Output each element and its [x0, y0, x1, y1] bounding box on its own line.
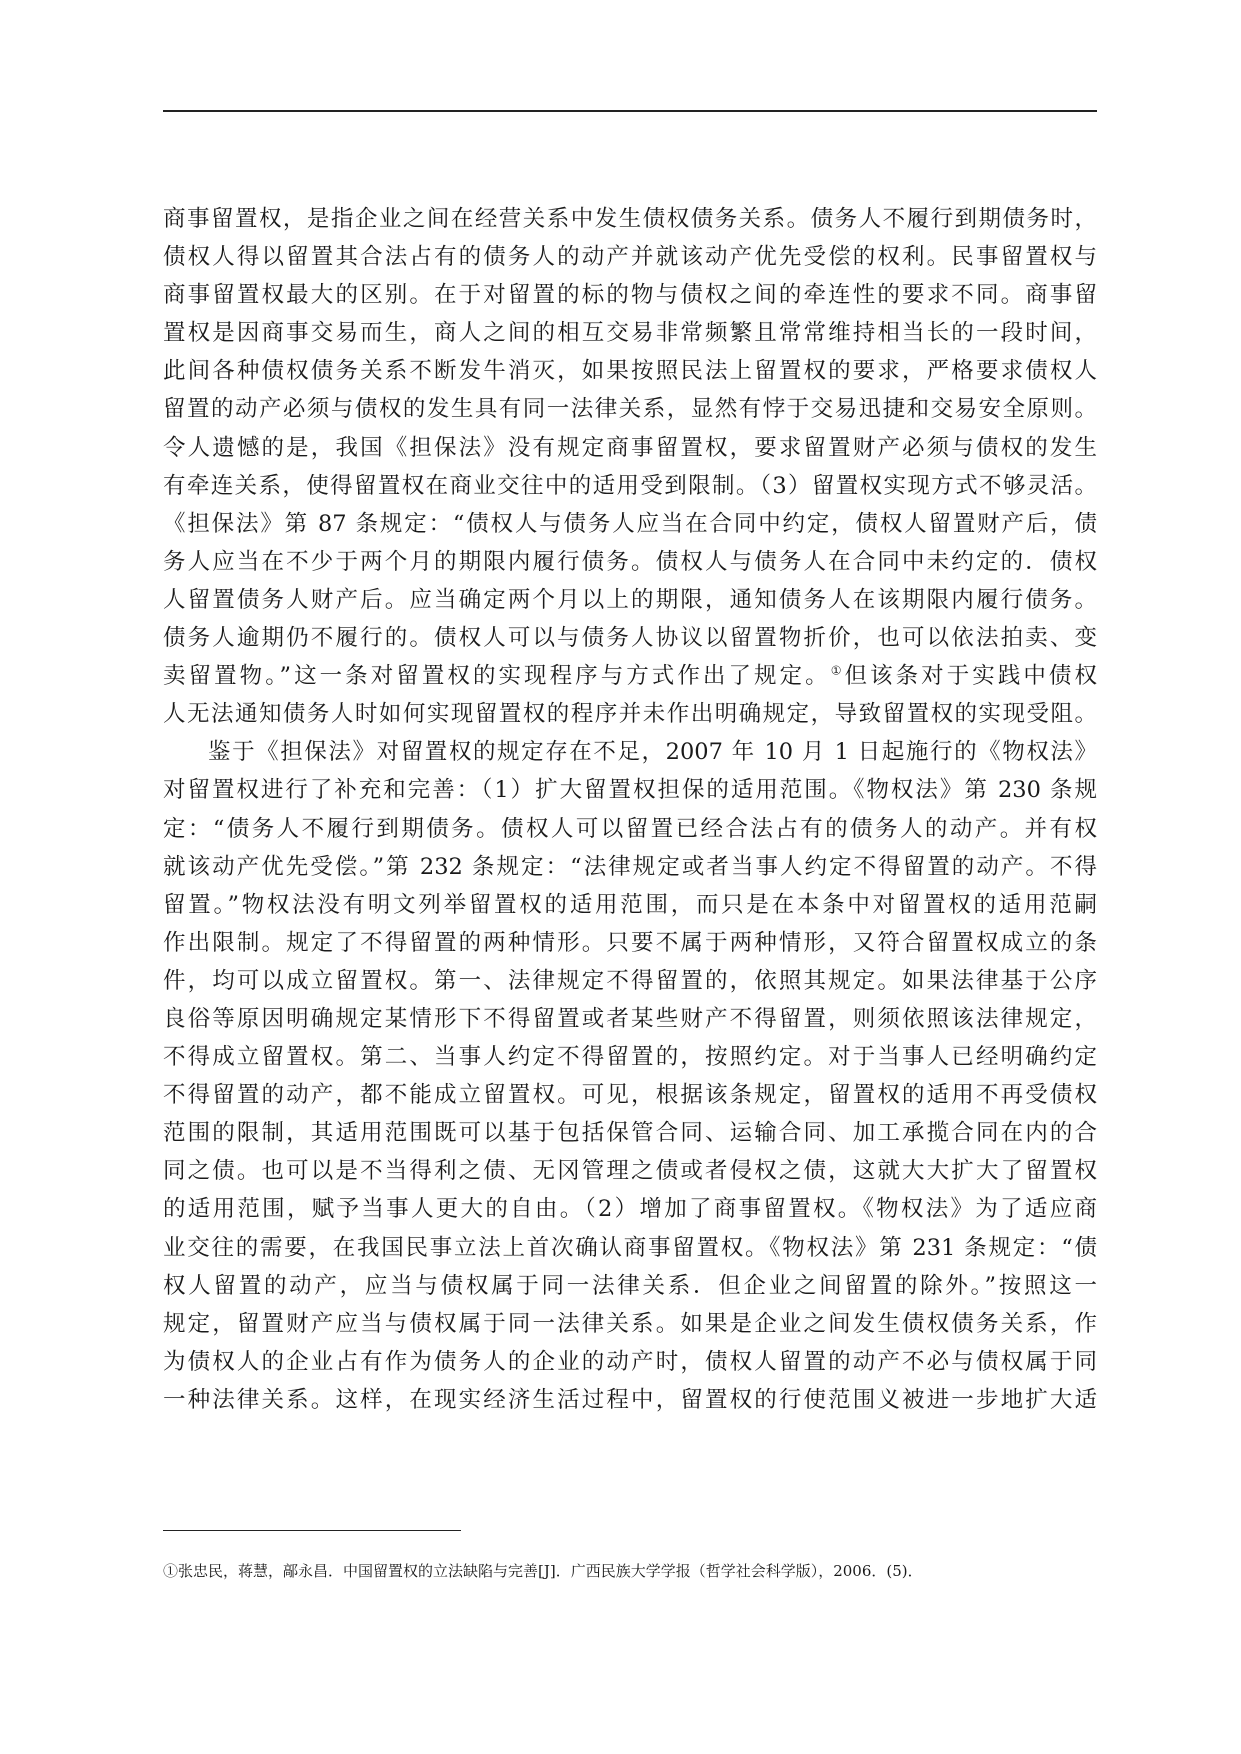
text-line: 商事留置权最大的区别。在于对留置的标的物与债权之间的牵连性的要求不同。商事留 [163, 282, 1097, 309]
text-line: 不得留置的动产，都不能成立留置权。可见，根据该条规定，留置权的适用不再受债权 [163, 1082, 1097, 1109]
text-line-with-footnote-ref [163, 657, 1097, 695]
text-segment: 但该条对于实践中债权 [844, 663, 1097, 690]
text-line: 留置。”物权法没有明文列举留置权的适用范围，而只是在本条中对留置权的适用范嗣 [163, 891, 1097, 918]
text-line: 作出限制。规定了不得留置的两种情形。只要不属于两种情形，又符合留置权成立的条 [163, 929, 1097, 956]
text-line: 此间各种债权债务关系不断发牛消灭，如果按照民法上留置权的要求，严格要求债权人 [163, 358, 1097, 385]
body-text [163, 200, 1097, 1419]
text-line: 令人遗憾的是，我国《担保法》没有规定商事留置权，要求留置财产必须与债权的发生 [163, 434, 1097, 461]
text-line: 债务人逾期仍不履行的。债权人可以与债务人协议以留置物折价，也可以依法拍卖、变 [163, 625, 1097, 652]
text-line: 务人应当在不少于两个月的期限内履行债务。债权人与债务人在合同中未约定的．债权 [163, 548, 1097, 575]
text-line: 件，均可以成立留置权。第一、法律规定不得留置的，依照其规定。如果法律基于公序 [163, 967, 1097, 994]
text-line: 债权人得以留置其合法占有的债务人的动产并就该动产优先受偿的权利。民事留置权与 [163, 244, 1097, 271]
text-line: 商事留置权，是指企业之间在经营关系中发生债权债务关系。债务人不履行到期债务时， [163, 206, 1097, 232]
text-line: 业交往的需要，在我国民事立法上首次确认商事留置权。《物权法》第 231 条规定：“债 [163, 1234, 1097, 1261]
text-line: 《担保法》第 87 条规定：“债权人与债务人应当在合同中约定，债权人留置财产后，债 [163, 510, 1097, 537]
text-line: 一种法律关系。这样，在现实经济生活过程中，留置权的行使范围义被进一步地扩大适 [163, 1386, 1097, 1413]
text-line: 人无法通知债务人时如何实现留置权的程序并未作出明确规定，导致留置权的实现受阻。 [163, 701, 1097, 728]
text-line: 的适用范围，赋予当事人更大的自由。（2）增加了商事留置权。《物权法》为了适应商 [163, 1196, 1097, 1223]
text-line: 同之债。也可以是不当得利之债、无冈管理之债或者侵权之债，这就大大扩大了留置权 [163, 1158, 1097, 1185]
text-line: 留置的动产必须与债权的发生具有同一法律关系，显然有悖于交易迅捷和交易安全原则。 [163, 396, 1097, 423]
text-line: 定：“债务人不履行到期债务。债权人可以留置已经合法占有的债务人的动产。并有权 [163, 815, 1097, 842]
footnote: ①张忠民，蒋慧，鄗永昌．中国留置权的立法缺陷与完善[J]．广西民族大学学报（哲学社会科学版），2006．(5)． [163, 1562, 923, 1580]
text-line: 对留置权进行了补充和完善：（1）扩大留置权担保的适用范围。《物权法》第 230 条规 [163, 777, 1097, 804]
text-line: 就该动产优先受偿。”第 232 条规定：“法律规定或者当事人约定不得留置的动产。不得 [163, 853, 1097, 880]
text-line: 鉴于《担保法》对留置权的规定存在不足，2007 年 10 月 1 日起施行的《物权法》 [208, 739, 1097, 766]
text-line: 为债权人的企业占有作为债务人的企业的动产时，债权人留置的动产不必与债权属于同 [163, 1348, 1097, 1375]
paragraph-1 [163, 200, 1097, 733]
text-line: 人留置债务人财产后。应当确定两个月以上的期限，通知债务人在该期限内履行债务。 [163, 586, 1097, 613]
header-rule [163, 110, 1097, 112]
text-line: 不得成立留置权。第二、当事人约定不得留置的，按照约定。对于当事人已经明确约定 [163, 1044, 1097, 1071]
text-line: 良俗等原因明确规定某情形下不得留置或者某些财产不得留置，则须依照该法律规定， [163, 1005, 1097, 1032]
footnote-reference[interactable]: ① [830, 663, 845, 678]
text-line: 置权是因商事交易而生，商人之间的相互交易非常频繁且常常维持相当长的一段时间， [163, 320, 1097, 347]
text-line: 权人留置的动产，应当与债权属于同一法律关系．但企业之间留置的除外。”按照这一 [163, 1272, 1097, 1299]
text-line: 有牵连关系，使得留置权在商业交往中的适用受到限制。（3）留置权实现方式不够灵活。 [163, 472, 1097, 499]
text-segment: 卖留置物。”这一条对留置权的实现程序与方式作出了规定。 [163, 663, 831, 690]
footnote-separator [163, 1530, 461, 1531]
paragraph-2 [163, 733, 1097, 1419]
text-line: 规定，留置财产应当与债权属于同一法律关系。如果是企业之间发生债权债务关系，作 [163, 1310, 1097, 1337]
text-line: 范围的限制，其适用范围既可以基于包括保管合同、运输合同、加工承揽合同在内的合 [163, 1120, 1097, 1147]
